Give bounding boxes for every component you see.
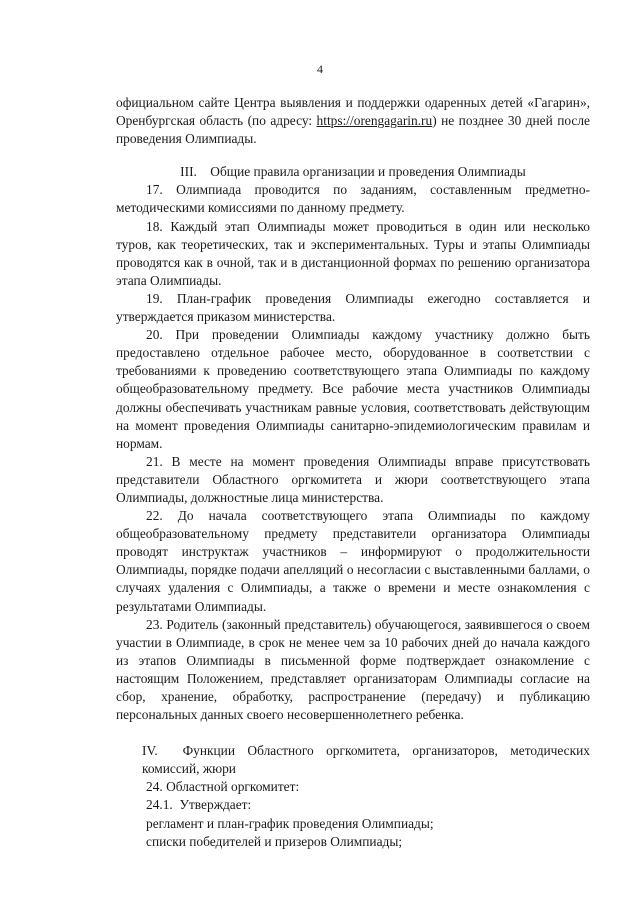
clause-20: 20. При проведении Олимпиады каждому участнику должно быть предоставлено отдельное рабочее место, оборудованное в соответствии с требованиями к проведению соответствующего этапа Олимпиады по каждому общеобразовательному предмету. Все рабочие места участников Олимпиады должны обеспечивать участникам равные условия, соответствовать действующим на момент проведения Олимпиады санитарно-эпидемиологическим правилам и нормам.: [116, 327, 590, 451]
website-link[interactable]: https://orengagarin.ru: [316, 113, 433, 129]
clause-17: 17. Олимпиада проводится по заданиям, составленным предметно-методическими комиссиями по данному предмету.: [116, 182, 590, 216]
page-number: 4: [317, 62, 323, 76]
intro-text-end: ) не позднее 30 дней после проведения Олимпиады.: [116, 113, 590, 147]
intro-paragraph: [116, 94, 590, 148]
clause-23: 23. Родитель (законный представитель) обучающегося, заявившегося о своем участии в Олимпиаде, в срок не менее чем за 10 рабочих дней до начала каждого из этапов Олимпиады в письменной форме подтверждает ознакомление с настоящим Положением, представляет организаторам Олимпиады согласие на сбор, хранение, обработку, распространение (передачу) и публикацию персональных данных своего несовершеннолетнего ребенка.: [116, 616, 590, 723]
clause-18: 18. Каждый этап Олимпиады может проводиться в один или несколько туров, как теоретических, так и экспериментальных. Туры и этапы Олимпиады проводятся как в очной, так и в дистанционной формах по решению организатора этапа Олимпиады.: [116, 218, 590, 288]
clause-24-1-item-2: списки победителей и призеров Олимпиады;: [146, 833, 403, 849]
clause-21: 21. В месте на момент проведения Олимпиады вправе присутствовать представители Областного оргкомитета и жюри соответствующего этапа Олимпиады, должностные лица министерства.: [116, 453, 590, 505]
document-body: [116, 94, 590, 851]
section-3-heading: III. Общие правила организации и проведения Олимпиады: [180, 164, 526, 180]
clause-24-1: 24.1. Утверждает:: [146, 797, 252, 813]
clause-22: 22. До начала соответствующего этапа Олимпиады по каждому общеобразовательному предмету представители организатора Олимпиады проводят инструктаж участников – информируют о продолжительности Олимпиады, порядке подачи апелляций о несогласии с выставленными баллами, о случаях удаления с Олимпиады, а также о времени и месте ознакомления с результатами Олимпиады.: [116, 508, 590, 614]
section-4-heading: IV. Функции Областного оргкомитета, организаторов, методических комиссий, жюри: [142, 743, 590, 777]
intro-text: официальном сайте Центра выявления и поддержки одаренных детей «Гагарин», Оренбургская область (по адресу:: [116, 95, 590, 129]
clause-19: 19. План-график проведения Олимпиады ежегодно составляется и утверждается приказом министерства.: [116, 290, 590, 325]
clause-24-1-item-1: регламент и план-график проведения Олимпиады;: [146, 815, 434, 831]
clause-24: 24. Областной оргкомитет:: [146, 779, 300, 795]
